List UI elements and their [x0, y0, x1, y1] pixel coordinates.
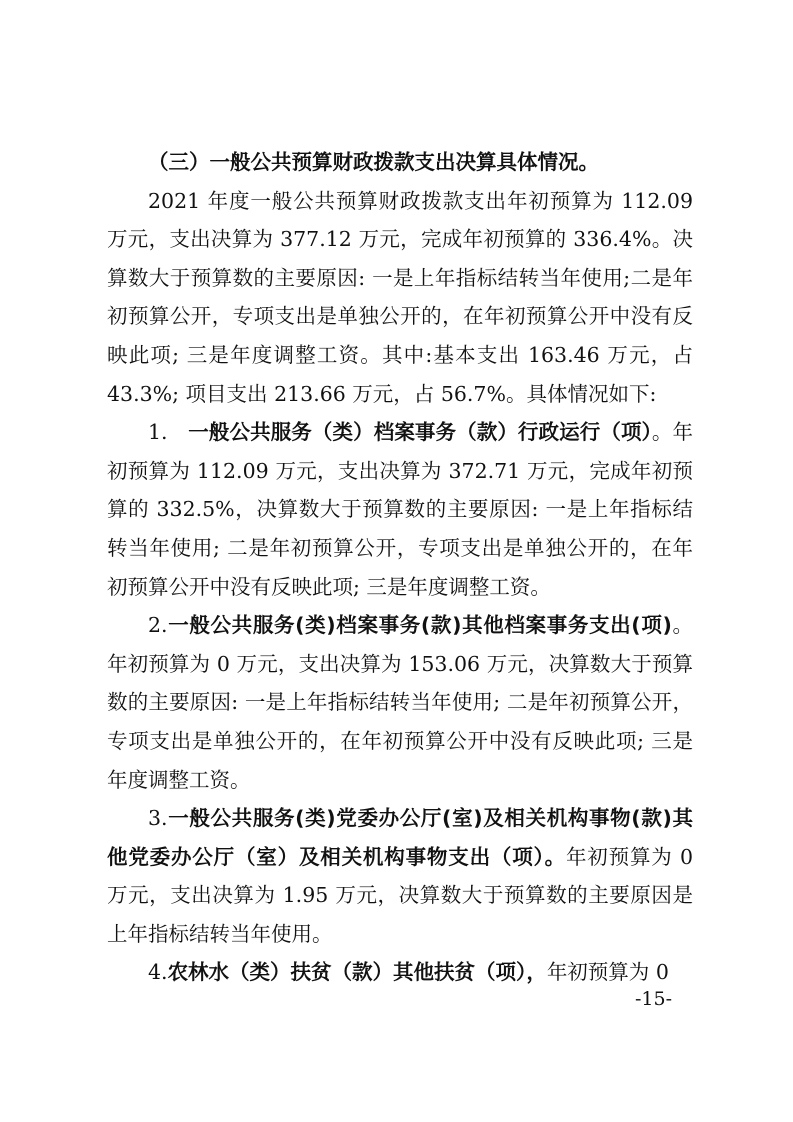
item-3-title: 一般公共服务(类)党委办公厅(室)及相关机构事物(款)其他党委办公厅（室）及相关机构事物支出（项）: [107, 806, 693, 869]
item-1-title-punct: 。: [651, 420, 673, 445]
item-4-title-punct: ，: [526, 960, 547, 985]
item-2-text: 年初预算为 0 万元，支出决算为 153.06 万元，决算数大于预算数的主要原因: 一是上年指标结转当年使用; 二是年初预算公开，专项支出是单独公开的，在年初预算公开中没有反映此项; 三是年度调整工资。: [107, 651, 693, 792]
intro-paragraph: 2021 年度一般公共预算财政拨款支出年初预算为 112.09 万元，支出决算为 377.12 万元，完成年初预算的 336.4%。决算数大于预算数的主要原因: 一是上年指标结转当年使用;二是年初预算公开，专项支出是单独公开的，在年初预算公开中没有反映此项; 三是年度调整工资。其中:基本支出 163.46 万元，占 43.3%; 项目支出 213.66 万元，占 56.7%。具体情况如下:: [107, 188, 693, 406]
item-3-paragraph: [107, 799, 693, 953]
item-1-title: 一般公共服务（类）档案事务（款）行政运行（项）: [188, 420, 652, 445]
document-body: [107, 143, 693, 992]
item-4-title: 农林水（类）扶贫（款）其他扶贫（项）: [167, 960, 527, 985]
item-2-number: 2.: [148, 613, 168, 638]
item-3-title-punct: 。: [544, 844, 566, 869]
item-1-text: 年初预算为 112.09 万元，支出决算为 372.71 万元，完成年初预算的 332.5%，决算数大于预算数的主要原因: 一是上年指标结转当年使用; 二是年初预算公开，专项支出是单独公开的，在年初预算公开中没有反映此项; 三是年度调整工资。: [107, 420, 694, 599]
item-2-title-punct: 。: [671, 613, 694, 638]
section-heading: （三）一般公共预算财政拨款支出决算具体情况。: [148, 150, 599, 174]
item-4-text: 年初预算为 0: [546, 960, 669, 985]
item-2-title: 一般公共服务(类)档案事务(款)其他档案事务支出(项): [167, 613, 672, 638]
item-2-paragraph: [107, 606, 693, 799]
item-3-number: 3.: [148, 806, 168, 831]
item-4-number: 4.: [148, 960, 168, 985]
item-1-number: 1.: [148, 420, 189, 445]
page-number: -15-: [635, 988, 673, 1010]
item-3-text: 年初预算为 0 万元，支出决算为 1.95 万元，决算数大于预算数的主要原因是上年指标结转当年使用。: [107, 844, 693, 946]
item-4-paragraph: [107, 953, 693, 992]
item-1-paragraph: [107, 413, 693, 606]
